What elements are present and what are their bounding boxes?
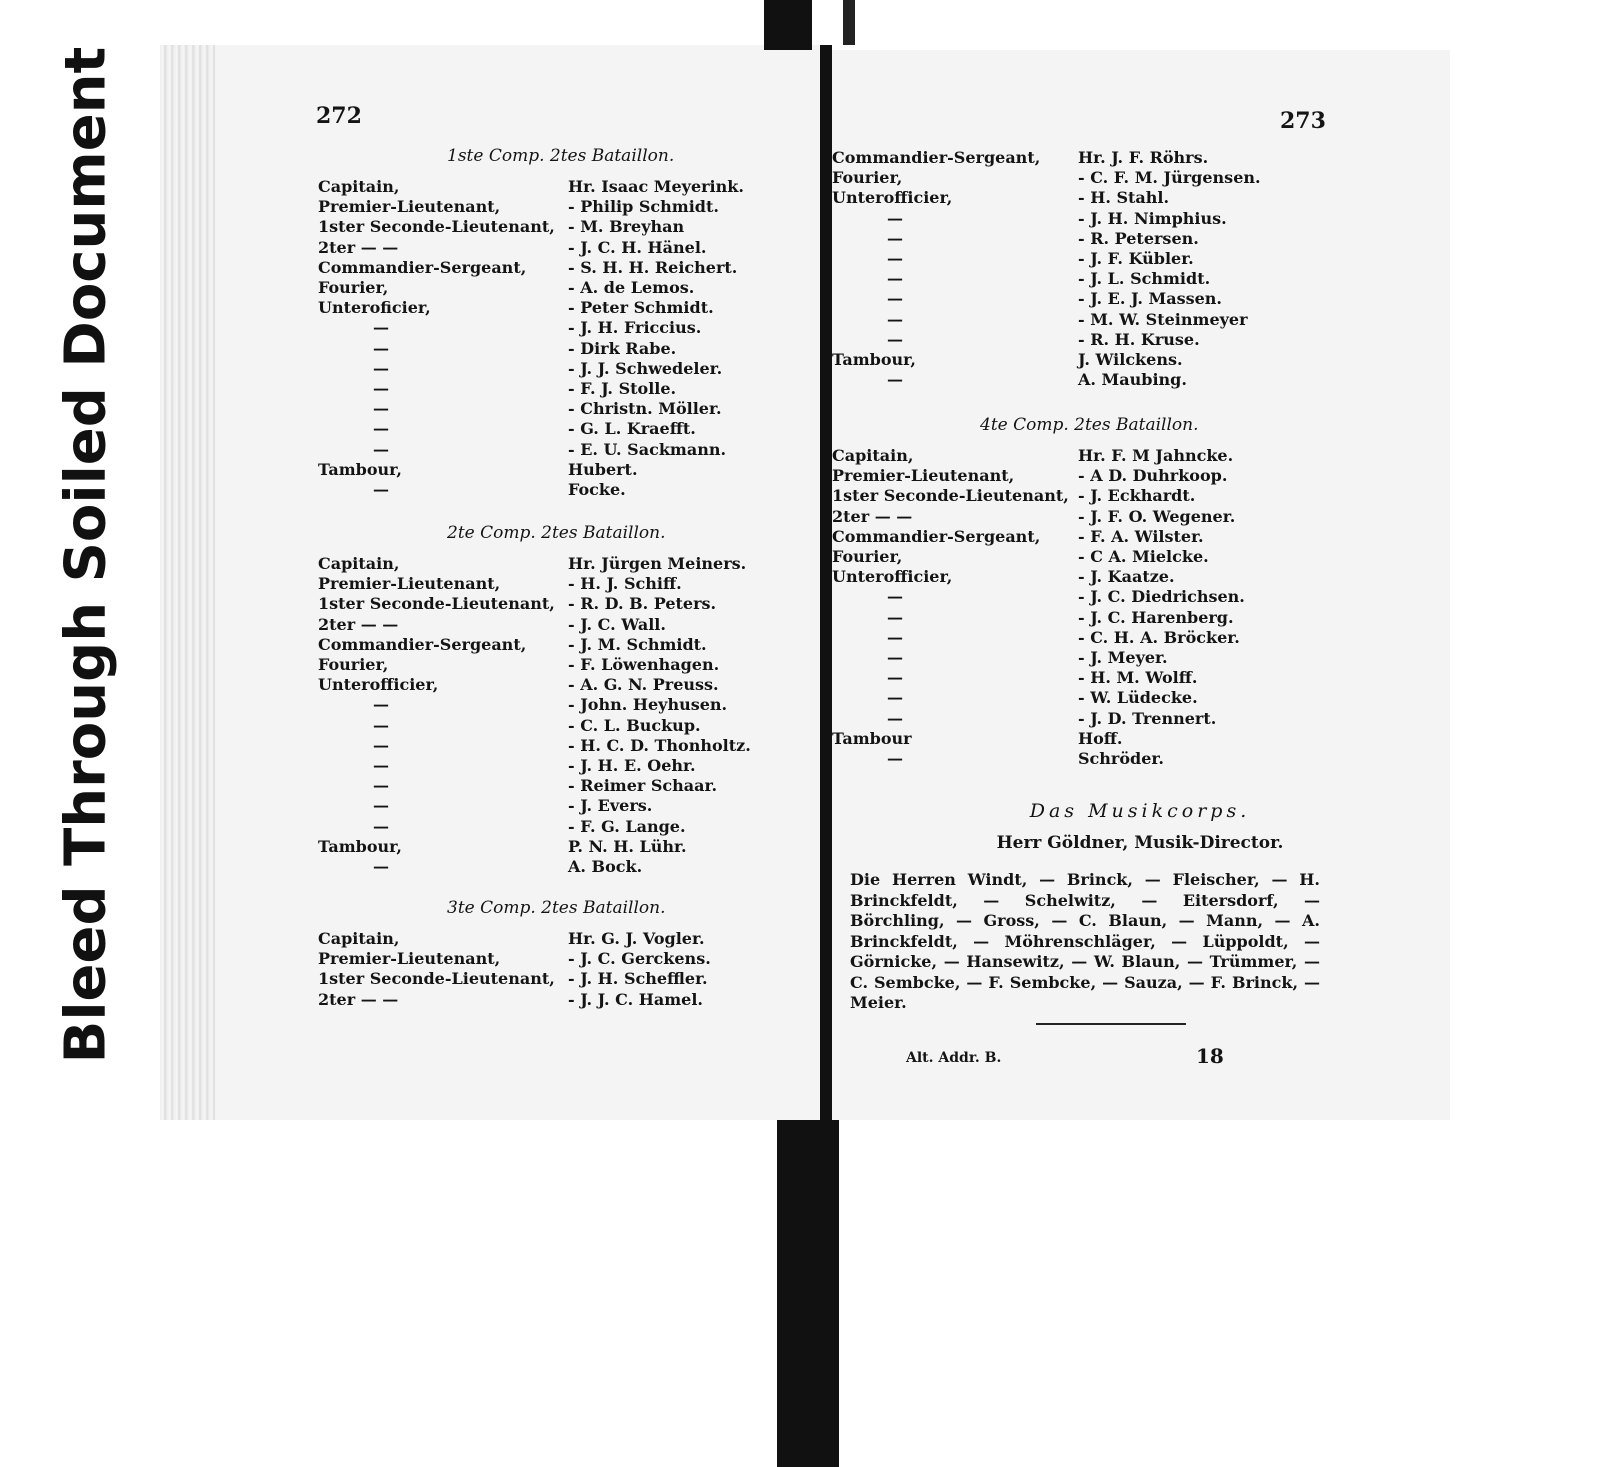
- roster-row: [318, 298, 788, 318]
- rank-label: Tambour: [832, 728, 912, 748]
- member-name: - J. Eckhardt.: [1078, 486, 1196, 506]
- roster-row: [832, 249, 1302, 269]
- roster-row: [318, 379, 788, 399]
- rank-label: —: [887, 688, 903, 708]
- roster-row: [832, 486, 1302, 506]
- rank-label: Capitain,: [318, 554, 400, 573]
- rank-label: Commandier-Sergeant,: [318, 257, 527, 277]
- member-name: - J. Evers.: [568, 796, 653, 816]
- roster-row: [832, 668, 1302, 688]
- roster-row: [318, 796, 788, 816]
- member-name: - J. H. Scheffler.: [568, 969, 708, 989]
- member-name: - Christn. Möller.: [568, 399, 722, 419]
- book-page-edges: [160, 45, 220, 1120]
- roster-row: [318, 615, 788, 635]
- member-name: - J. D. Trennert.: [1078, 708, 1217, 728]
- rank-label: —: [373, 776, 389, 796]
- member-name: - J. J. C. Hamel.: [568, 989, 703, 1009]
- member-name: - M. W. Steinmeyer: [1078, 309, 1248, 329]
- rank-label: Capitain,: [318, 929, 400, 948]
- roster-row: [318, 460, 788, 480]
- rank-label: 1ster Seconde-Lieutenant,: [832, 486, 1069, 506]
- member-name: - W. Lüdecke.: [1078, 688, 1198, 708]
- member-name: - C. L. Buckup.: [568, 715, 701, 735]
- roster-row: [318, 969, 788, 989]
- member-name: A. Maubing.: [1078, 370, 1187, 390]
- rank-label: —: [373, 695, 389, 715]
- rank-label: —: [887, 708, 903, 728]
- rank-label: —: [887, 648, 903, 667]
- member-name: - A D. Duhrkoop.: [1078, 466, 1228, 486]
- right-page-number: 273: [1280, 108, 1326, 134]
- roster-row: [832, 168, 1302, 188]
- rank-label: Capitain,: [832, 446, 914, 465]
- rank-label: —: [887, 269, 903, 289]
- roster-row: [832, 370, 1302, 390]
- rank-label: —: [887, 627, 903, 647]
- rank-label: 2ter — —: [318, 989, 399, 1009]
- company-heading: 1ste Comp. 2tes Bataillon.: [447, 146, 675, 166]
- member-name: - G. L. Kraefft.: [568, 419, 696, 439]
- binding-bottom: [777, 1120, 839, 1467]
- member-name: Hubert.: [568, 459, 638, 479]
- rank-label: Tambour,: [832, 350, 916, 369]
- roster-row: [318, 594, 788, 614]
- member-name: - F. G. Lange.: [568, 816, 686, 836]
- roster-row: [318, 197, 788, 217]
- roster-row: [318, 776, 788, 796]
- roster-row: [832, 608, 1302, 628]
- rank-label: —: [373, 338, 389, 358]
- roster-row: [318, 837, 788, 857]
- roster-row: [832, 507, 1302, 527]
- rank-label: Premier-Lieutenant,: [318, 197, 501, 217]
- member-name: Hr. J. F. Röhrs.: [1078, 148, 1209, 167]
- member-name: - R. H. Kruse.: [1078, 329, 1200, 349]
- roster-row: [832, 330, 1302, 350]
- roster-row: [318, 177, 788, 197]
- roster-row: [832, 709, 1302, 729]
- member-name: - C. H. A. Bröcker.: [1078, 627, 1240, 647]
- member-name: - S. H. H. Reichert.: [568, 257, 738, 277]
- roster-row: [318, 359, 788, 379]
- rank-label: Commandier-Sergeant,: [832, 526, 1041, 546]
- member-name: - R. D. B. Peters.: [568, 594, 717, 614]
- member-name: - John. Heyhusen.: [568, 695, 728, 715]
- member-name: - J. C. Gerckens.: [568, 949, 711, 969]
- roster-row: [832, 749, 1302, 769]
- rank-label: Fourier,: [318, 655, 389, 674]
- roster-row: [318, 554, 788, 574]
- member-name: - J. J. Schwedeler.: [568, 358, 723, 378]
- member-name: - H. Stahl.: [1078, 188, 1170, 208]
- member-name: Hr. Jürgen Meiners.: [568, 554, 747, 573]
- roster-row: [832, 729, 1302, 749]
- roster-row: [318, 949, 788, 969]
- rank-label: Tambour,: [318, 836, 402, 856]
- member-name: J. Wilckens.: [1078, 350, 1183, 369]
- rank-label: —: [373, 358, 389, 378]
- rank-label: —: [373, 796, 389, 816]
- rank-label: —: [887, 607, 903, 627]
- rank-label: Premier-Lieutenant,: [318, 574, 501, 594]
- roster-row: [832, 229, 1302, 249]
- member-name: Hr. G. J. Vogler.: [568, 929, 705, 948]
- binding-top: [764, 0, 812, 50]
- company-heading: 2te Comp. 2tes Bataillon.: [447, 523, 666, 543]
- member-name: - A. de Lemos.: [568, 278, 695, 297]
- rank-label: Unterofficier,: [318, 675, 439, 695]
- roster-row: [832, 567, 1302, 587]
- rank-label: —: [373, 857, 389, 876]
- member-name: - R. Petersen.: [1078, 228, 1199, 248]
- roster-row: [318, 695, 788, 715]
- member-name: - H. J. Schiff.: [568, 574, 682, 594]
- member-name: A. Bock.: [568, 857, 643, 876]
- member-name: - F. A. Wilster.: [1078, 526, 1204, 546]
- rank-label: —: [887, 249, 903, 268]
- left-page-number: 272: [316, 103, 362, 129]
- rank-label: —: [373, 379, 389, 398]
- rank-label: —: [887, 208, 903, 228]
- roster-row: [318, 817, 788, 837]
- member-name: - J. Kaatze.: [1078, 567, 1175, 587]
- rank-label: Fourier,: [318, 278, 389, 297]
- rank-label: —: [373, 816, 389, 836]
- member-name: - F. Löwenhagen.: [568, 655, 720, 674]
- member-name: - H. C. D. Thonholtz.: [568, 735, 751, 755]
- member-name: - J. C. H. Hänel.: [568, 237, 707, 257]
- rank-label: —: [373, 318, 389, 338]
- roster-row: [318, 419, 788, 439]
- member-name: - F. J. Stolle.: [568, 379, 677, 398]
- member-name: Hoff.: [1078, 728, 1123, 748]
- footer-signature: Alt. Addr. B.: [906, 1050, 1002, 1066]
- member-name: - Dirk Rabe.: [568, 338, 677, 358]
- side-label: [32, 46, 140, 1064]
- rank-label: Unterofficier,: [832, 188, 953, 208]
- member-name: - J. F. O. Wegener.: [1078, 506, 1236, 526]
- roster-row: [832, 648, 1302, 668]
- member-name: - J. C. Wall.: [568, 614, 666, 634]
- roster-row: [318, 480, 788, 500]
- rank-label: —: [373, 399, 389, 419]
- roster-row: [318, 440, 788, 460]
- music-corps-title: Das Musikcorps.: [1029, 800, 1251, 822]
- music-corps-members: Die Herren Windt, — Brinck, — Fleischer, — H. Brinckfeldt, — Schelwitz, — Eitersdorf, — Börchling, — Gross, — C. Blaun, — Mann, — A. Brinckfeldt, — Möhrenschläger, — Lüppoldt, — Görnicke, — Hansewitz, — W. Blaun, — Trümmer, — C. Sembcke, — F. Sembcke, — Sauza, — F. Brinck, — Meier.: [850, 870, 1320, 1012]
- rank-label: 2ter — —: [318, 237, 399, 257]
- roster-row: [832, 587, 1302, 607]
- rank-label: —: [373, 439, 389, 459]
- rank-label: Commandier-Sergeant,: [318, 634, 527, 654]
- roster-row: [832, 466, 1302, 486]
- roster-row: [318, 258, 788, 278]
- roster-row: [318, 238, 788, 258]
- member-name: - H. M. Wolff.: [1078, 668, 1198, 688]
- roster-row: [832, 350, 1302, 370]
- rank-label: —: [887, 668, 903, 688]
- rank-label: 1ster Seconde-Lieutenant,: [318, 217, 555, 237]
- member-name: - J. H. Friccius.: [568, 318, 702, 338]
- roster-row: [832, 269, 1302, 289]
- rank-label: —: [887, 228, 903, 248]
- roster-row: [318, 990, 788, 1010]
- member-name: - Philip Schmidt.: [568, 197, 719, 217]
- roster-row: [318, 318, 788, 338]
- member-name: - J. C. Harenberg.: [1078, 607, 1234, 627]
- rank-label: —: [887, 309, 903, 329]
- roster-row: [318, 756, 788, 776]
- roster-row: [318, 217, 788, 237]
- member-name: - J. H. E. Oehr.: [568, 756, 696, 775]
- roster-row: [318, 655, 788, 675]
- rank-label: 1ster Seconde-Lieutenant,: [318, 594, 555, 614]
- rank-label: Tambour,: [318, 459, 402, 479]
- rank-label: —: [373, 735, 389, 755]
- roster-row: [832, 527, 1302, 547]
- member-name: - J. F. Kübler.: [1078, 249, 1194, 268]
- company-heading: 3te Comp. 2tes Bataillon.: [447, 898, 666, 918]
- roster-row: [318, 574, 788, 594]
- roster-row: [318, 736, 788, 756]
- rank-label: Commandier-Sergeant,: [832, 148, 1041, 167]
- rank-label: Fourier,: [832, 547, 903, 566]
- roster-row: [318, 716, 788, 736]
- rank-label: —: [887, 370, 903, 390]
- rank-label: Unteroficier,: [318, 298, 431, 318]
- book-gutter: [820, 45, 832, 1120]
- member-name: - E. U. Sackmann.: [568, 439, 727, 459]
- member-name: - Reimer Schaar.: [568, 776, 718, 796]
- roster-row: [318, 635, 788, 655]
- binding-top-strip: [843, 0, 855, 45]
- rank-label: Capitain,: [318, 177, 400, 196]
- member-name: Schröder.: [1078, 749, 1164, 768]
- roster-row: [318, 278, 788, 298]
- roster-row: [318, 339, 788, 359]
- roster-row: [318, 399, 788, 419]
- side-label-text: Bleed Through Soiled Document: [53, 46, 119, 1064]
- roster-row: [832, 446, 1302, 466]
- member-name: P. N. H. Lühr.: [568, 836, 687, 856]
- rank-label: 2ter — —: [318, 614, 399, 634]
- member-name: - Peter Schmidt.: [568, 298, 714, 318]
- member-name: - C A. Mielcke.: [1078, 547, 1209, 566]
- rank-label: —: [887, 587, 903, 607]
- rank-label: 1ster Seconde-Lieutenant,: [318, 969, 555, 989]
- rank-label: —: [373, 715, 389, 735]
- rank-label: —: [373, 480, 389, 499]
- music-director: Herr Göldner, Musik-Director.: [996, 833, 1284, 853]
- member-name: - J. C. Diedrichsen.: [1078, 587, 1245, 607]
- member-name: - M. Breyhan: [568, 217, 685, 237]
- member-name: - J. M. Schmidt.: [568, 634, 707, 654]
- member-name: - A. G. N. Preuss.: [568, 675, 719, 695]
- member-name: - J. E. J. Massen.: [1078, 289, 1222, 309]
- rank-label: —: [887, 329, 903, 349]
- roster-row: [832, 310, 1302, 330]
- member-name: Hr. Isaac Meyerink.: [568, 177, 744, 196]
- member-name: - J. Meyer.: [1078, 648, 1168, 667]
- roster-row: [832, 547, 1302, 567]
- roster-row: [832, 209, 1302, 229]
- roster-row: [318, 857, 788, 877]
- roster-row: [832, 188, 1302, 208]
- roster-row: [832, 628, 1302, 648]
- footer-rule: [1036, 1023, 1186, 1025]
- rank-label: Fourier,: [832, 168, 903, 188]
- rank-label: 2ter — —: [832, 506, 913, 526]
- footer-sheet-number: 18: [1196, 1044, 1224, 1068]
- roster-row: [832, 289, 1302, 309]
- rank-label: —: [887, 749, 903, 768]
- rank-label: Premier-Lieutenant,: [318, 949, 501, 969]
- member-name: - J. H. Nimphius.: [1078, 208, 1227, 228]
- roster-row: [832, 688, 1302, 708]
- member-name: Hr. F. M Jahncke.: [1078, 446, 1234, 465]
- rank-label: —: [373, 419, 389, 439]
- rank-label: —: [887, 289, 903, 309]
- rank-label: Premier-Lieutenant,: [832, 466, 1015, 486]
- member-name: Focke.: [568, 480, 626, 499]
- company-heading: 4te Comp. 2tes Bataillon.: [980, 415, 1199, 435]
- rank-label: —: [373, 756, 389, 775]
- roster-row: [318, 675, 788, 695]
- roster-row: [832, 148, 1302, 168]
- roster-row: [318, 929, 788, 949]
- member-name: - C. F. M. Jürgensen.: [1078, 168, 1261, 188]
- rank-label: Unterofficier,: [832, 567, 953, 587]
- member-name: - J. L. Schmidt.: [1078, 269, 1211, 289]
